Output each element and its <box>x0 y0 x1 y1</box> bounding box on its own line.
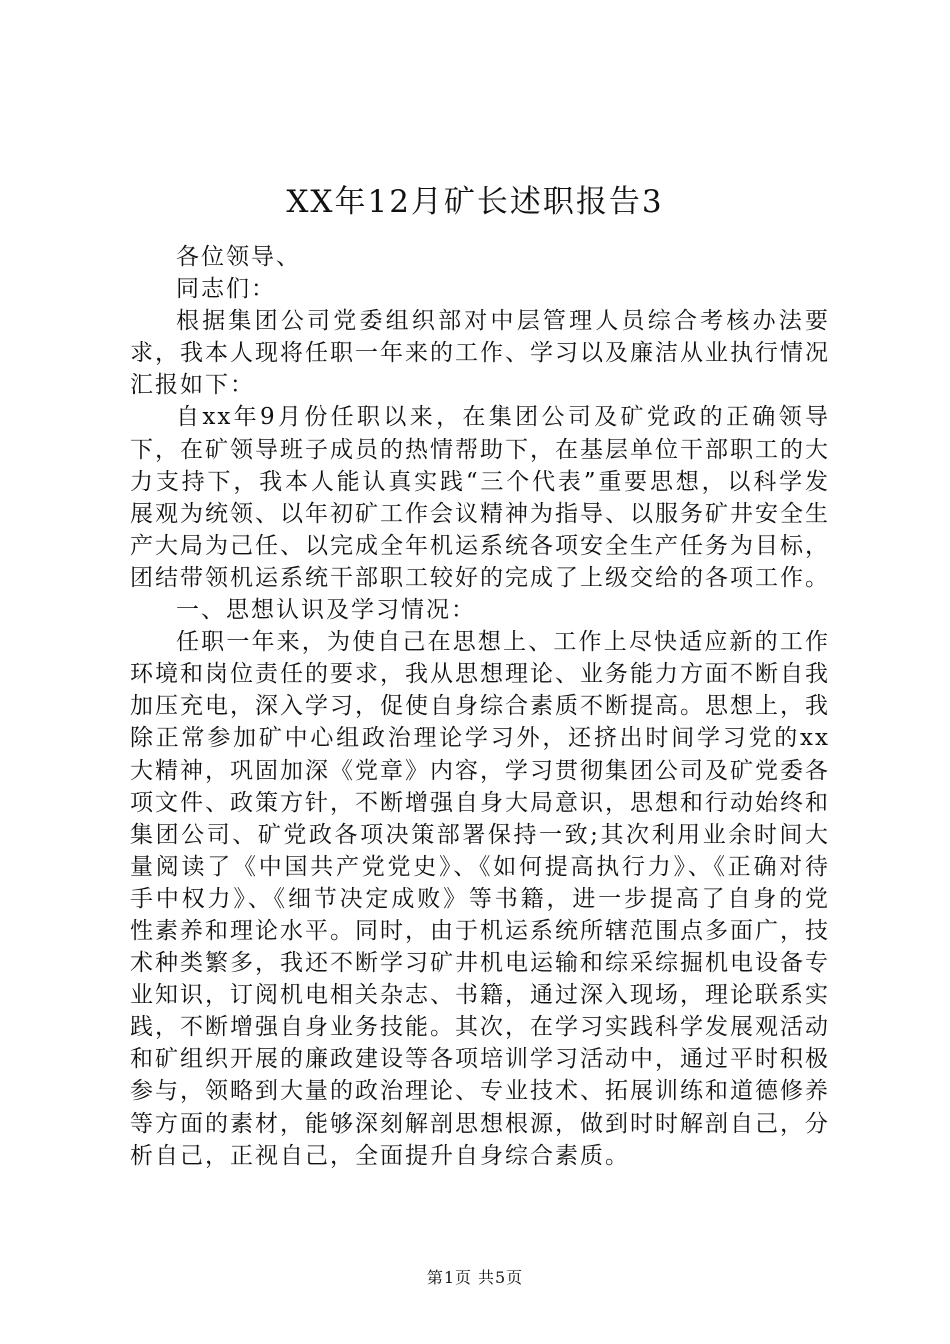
section-heading: 一、思想认识及学习情况： <box>176 597 476 624</box>
page-number: 第1页 <box>426 1268 472 1287</box>
page-total: 共5页 <box>478 1268 524 1287</box>
intro-paragraph: 根据集团公司党委组织部对中层管理人员综合考核办法要求，我本人现将任职一年来的工作、学习以及廉洁从业执行情况汇报如下： <box>130 308 830 399</box>
document-body <box>130 241 830 1172</box>
salutation-line-2: 同志们： <box>176 276 276 303</box>
salutation-line-1: 各位领导、 <box>176 244 301 270</box>
study-paragraph: 任职一年来，为使自己在思想上、工作上尽快适应新的工作环境和岗位责任的要求，我从思想理论、业务能力方面不断自我加压充电，深入学习，促使自身综合素质不断提高。思想上，我除正常参加矿中心组政治理论学习外，还挤出时间学习党的xx大精神，巩固加深《党章》内容，学习贯彻集团公司及矿党委各项文件、政策方针，不断增强自身大局意识，思想和行动始终和集团公司、矿党政各项决策部署保持一致;其次利用业余时间大量阅读了《中国共产党党史》、《如何提高执行力》、《正确对待手中权力》、《细节决定成败》等书籍，进一步提高了自身的党性素养和理论水平。同时，由于机运系统所辖范围点多面广，技术种类繁多，我还不断学习矿井机电运输和综采综掘机电设备专业知识，订阅机电相关杂志、书籍，通过深入现场，理论联系实践，不断增强自身业务技能。其次，在学习实践科学发展观活动和矿组织开展的廉政建设等各项培训学习活动中，通过平时积极参与，领略到大量的政治理论、专业技术、拓展训练和道德修养等方面的素材，能够深刻解剖思想根源，做到时时解剖自己，分析自己，正视自己，全面提升自身综合素质。 <box>130 629 830 1169</box>
document-title: XX年12月矿长述职报告3 <box>286 184 664 220</box>
page-footer <box>0 1268 950 1288</box>
summary-paragraph: 自xx年9月份任职以来，在集团公司及矿党政的正确领导下，在矿领导班子成员的热情帮助下，在基层单位干部职工的大力支持下，我本人能认真实践“三个代表”重要思想，以科学发展观为统领、以年初矿工作会议精神为指导、以服务矿井安全生产大局为己任、以完成全年机运系统各项安全生产任务为目标，团结带领机运系统干部职工较好的完成了上级交给的各项工作。 <box>130 404 830 591</box>
